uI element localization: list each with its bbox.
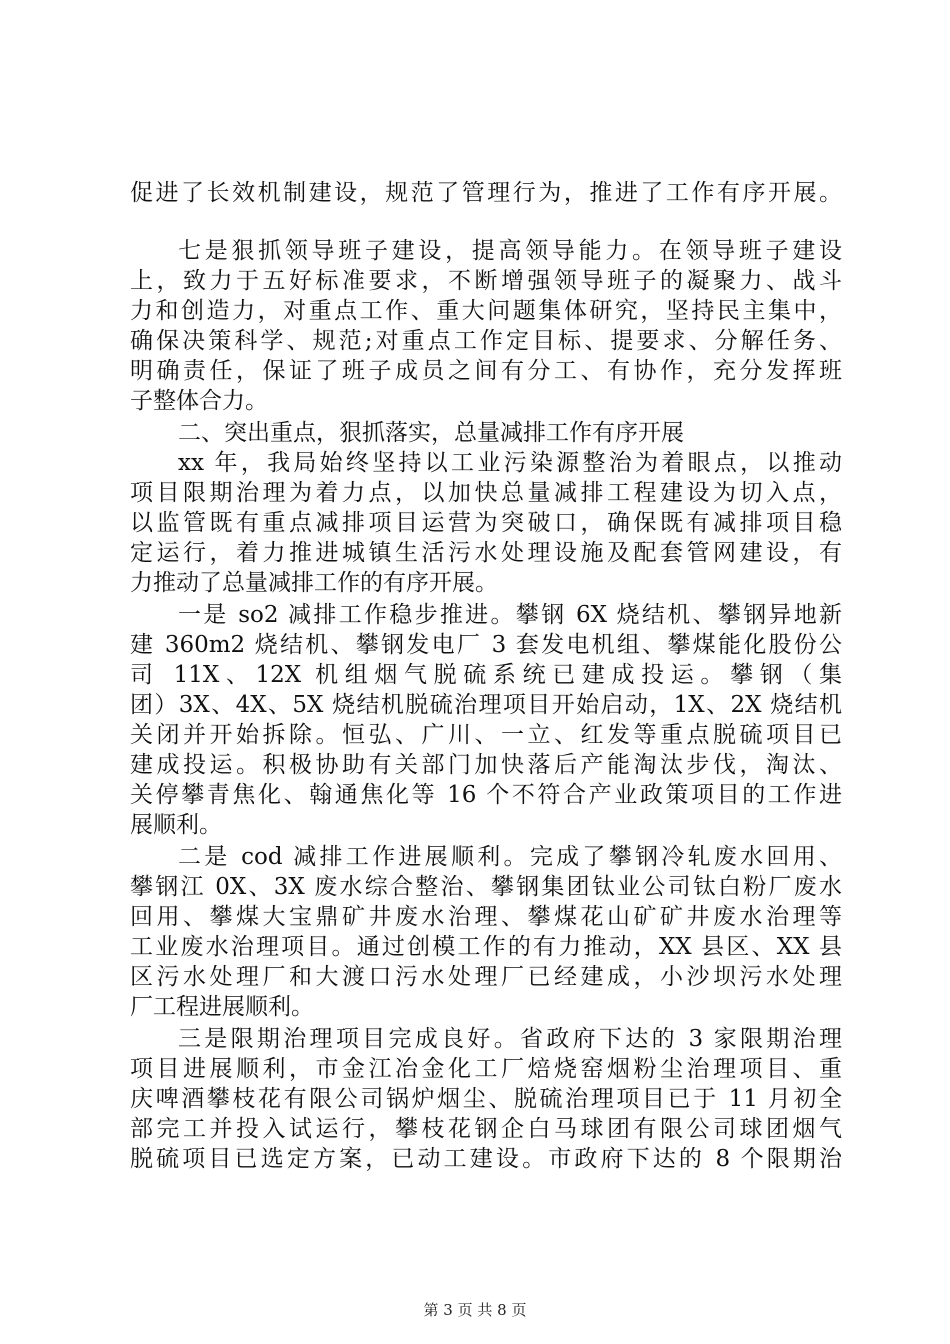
text-line: 关停攀青焦化、翰通焦化等 16 个不符合产业政策项目的工作进 — [130, 782, 842, 808]
text-line: 项目限期治理为着力点，以加快总量减排工程建设为切入点， — [130, 480, 842, 506]
text-line: 子整体合力。 — [130, 388, 268, 414]
text-line: 回用、攀煤大宝鼎矿井废水治理、攀煤花山矿矿井废水治理等 — [130, 904, 842, 930]
text-line: 团）3X、4X、5X 烧结机脱硫治理项目开始启动，1X、2X 烧结机 — [130, 692, 842, 718]
text-line: 关闭并开始拆除。恒弘、广川、一立、红发等重点脱硫项目已 — [130, 722, 842, 748]
text-line: 上，致力于五好标准要求，不断增强领导班子的凝聚力、战斗 — [130, 268, 842, 294]
text-line: 脱硫项目已选定方案，已动工建设。市政府下达的 8 个限期治 — [130, 1146, 842, 1172]
text-line: 庆啤酒攀枝花有限公司锅炉烟尘、脱硫治理项目已于 11 月初全 — [130, 1086, 842, 1112]
paragraph-first-line: 三是限期治理项目完成良好。省政府下达的 3 家限期治理 — [178, 1026, 842, 1052]
text-line: 区污水处理厂和大渡口污水处理厂已经建成，小沙坝污水处理 — [130, 964, 842, 990]
paragraph-first-line: 七是狠抓领导班子建设，提高领导能力。在领导班子建设 — [178, 238, 842, 264]
text-line: 厂工程进展顺利。 — [130, 994, 314, 1020]
section-heading: 二、突出重点，狠抓落实，总量减排工作有序开展 — [178, 420, 684, 446]
text-line: 项目进展顺利，市金江冶金化工厂焙烧窑烟粉尘治理项目、重 — [130, 1056, 842, 1082]
text-line: 以监管既有重点减排项目运营为突破口，确保既有减排项目稳 — [130, 510, 842, 536]
text-line: 力和创造力，对重点工作、重大问题集体研究，坚持民主集中， — [130, 298, 842, 324]
text-line: 力推动了总量减排工作的有序开展。 — [130, 570, 498, 596]
text-line: 明确责任，保证了班子成员之间有分工、有协作，充分发挥班 — [130, 358, 842, 384]
text-line: 确保决策科学、规范;对重点工作定目标、提要求、分解任务、 — [130, 328, 842, 354]
text-line: 建成投运。积极协助有关部门加快落后产能淘汰步伐，淘汰、 — [130, 752, 842, 778]
text-line: 展顺利。 — [130, 812, 222, 838]
text-line: 建 360m2 烧结机、攀钢发电厂 3 套发电机组、攀煤能化股份公 — [130, 632, 842, 658]
page-footer: 第 3 页 共 8 页 — [423, 1301, 527, 1319]
paragraph-first-line: xx 年，我局始终坚持以工业污染源整治为着眼点，以推动 — [178, 450, 842, 476]
text-line: 部完工并投入试运行，攀枝花钢企白马球团有限公司球团烟气 — [130, 1116, 842, 1142]
text-line: 定运行，着力推进城镇生活污水处理设施及配套管网建设，有 — [130, 540, 842, 566]
text-line: 促进了长效机制建设，规范了管理行为，推进了工作有序开展。 — [130, 180, 842, 206]
text-line: 司 11X、12X 机组烟气脱硫系统已建成投运。攀钢（集 — [130, 662, 842, 688]
paragraph-first-line: 二是 cod 减排工作进展顺利。完成了攀钢冷轧废水回用、 — [178, 844, 842, 870]
text-line: 攀钢江 0X、3X 废水综合整治、攀钢集团钛业公司钛白粉厂废水 — [130, 874, 842, 900]
text-line: 工业废水治理项目。通过创模工作的有力推动，XX 县区、XX 县 — [130, 934, 842, 960]
paragraph-first-line: 一是 so2 减排工作稳步推进。攀钢 6X 烧结机、攀钢异地新 — [178, 602, 842, 628]
